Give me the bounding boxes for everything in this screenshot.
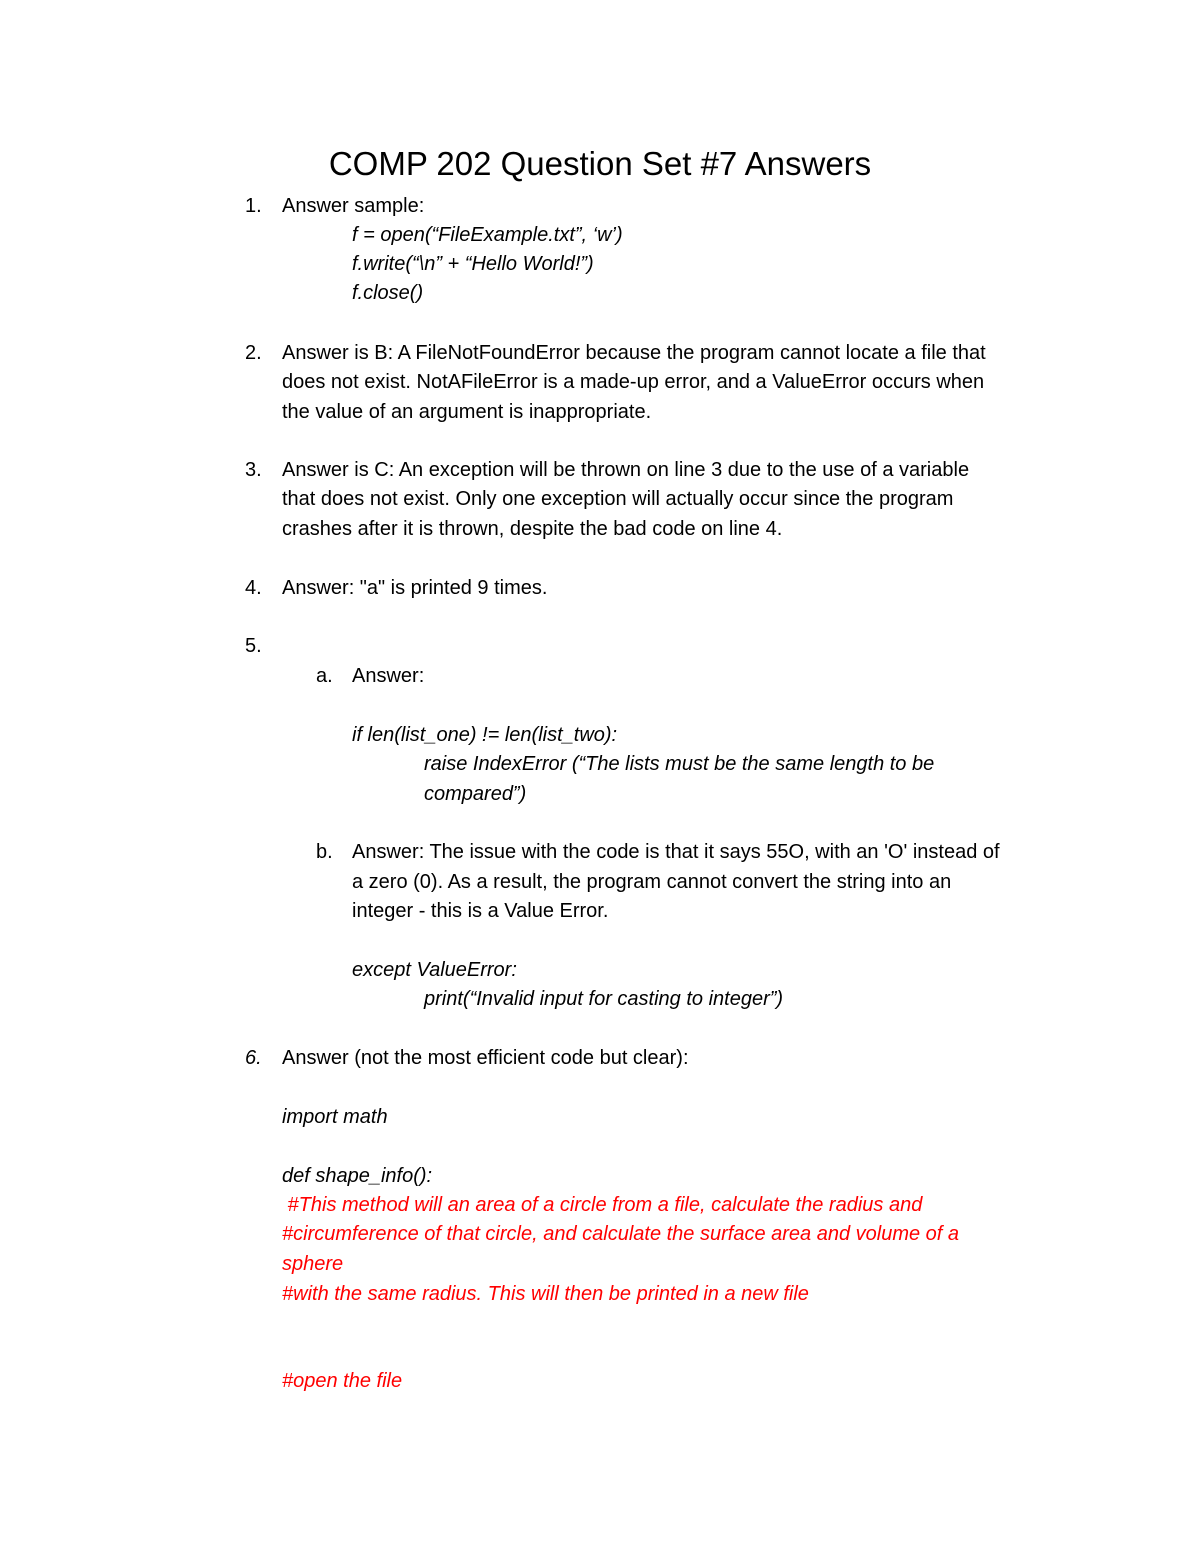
q1-code-line-2: f.write(“\n” + “Hello World!”) xyxy=(352,253,594,275)
q6-code-line-1: import math xyxy=(282,1106,388,1128)
q3-number: 3. xyxy=(245,459,262,481)
q6-comment-line-5: #open the file xyxy=(282,1370,403,1392)
q5b-line-2: a zero (0). As a result, the program cannot convert the string into an xyxy=(352,871,952,893)
q4-text: Answer: "a" is printed 9 times. xyxy=(282,577,548,599)
q2-line-3: the value of an argument is inappropriate. xyxy=(282,401,652,423)
q6-code-line-2: def shape_info(): xyxy=(282,1165,433,1187)
q3-line-1: Answer is C: An exception will be thrown on line 3 due to the use of a variable xyxy=(282,459,970,481)
q1-intro: Answer sample: xyxy=(282,195,425,217)
page-title: COMP 202 Question Set #7 Answers xyxy=(328,145,872,182)
q5b-code-line-2: print(“Invalid input for casting to integer”) xyxy=(424,988,784,1010)
q3-line-2: that does not exist. Only one exception will actually occur since the program xyxy=(282,488,954,510)
q5a-code-line-1: if len(list_one) != len(list_two): xyxy=(352,724,618,746)
q6-number: 6. xyxy=(245,1047,262,1069)
q5b-letter: b. xyxy=(316,841,333,863)
q5b-line-1: Answer: The issue with the code is that it says 55O, with an 'O' instead of xyxy=(352,841,1000,863)
q1-number: 1. xyxy=(245,195,262,217)
q6-comment-line-4: #with the same radius. This will then be printed in a new file xyxy=(282,1283,809,1305)
q2-line-1: Answer is B: A FileNotFoundError because the program cannot locate a file that xyxy=(282,342,986,364)
q5a-code-line-2: raise IndexError (“The lists must be the same length to be xyxy=(424,753,935,775)
q4-number: 4. xyxy=(245,577,262,599)
q5b-code-line-1: except ValueError: xyxy=(352,959,517,981)
q1-code-line-3: f.close() xyxy=(352,282,424,304)
q6-comment-line-1: #This method will an area of a circle from a file, calculate the radius and xyxy=(282,1194,923,1216)
q6-intro: Answer (not the most efficient code but clear): xyxy=(282,1047,689,1069)
q5-number: 5. xyxy=(245,635,262,657)
q6-comment-line-2: #circumference of that circle, and calculate the surface area and volume of a xyxy=(282,1223,960,1245)
q2-number: 2. xyxy=(245,342,262,364)
q1-code-line-1: f = open(“FileExample.txt”, ‘w’) xyxy=(352,224,623,246)
q5a-code-line-3: compared”) xyxy=(424,783,527,805)
q5b-line-3: integer - this is a Value Error. xyxy=(352,900,609,922)
q5a-intro: Answer: xyxy=(352,665,425,687)
q2-line-2: does not exist. NotAFileError is a made-up error, and a ValueError occurs when xyxy=(282,371,985,393)
q5a-letter: a. xyxy=(316,665,333,687)
q3-line-3: crashes after it is thrown, despite the bad code on line 4. xyxy=(282,518,783,540)
q6-comment-line-3: sphere xyxy=(282,1253,344,1275)
